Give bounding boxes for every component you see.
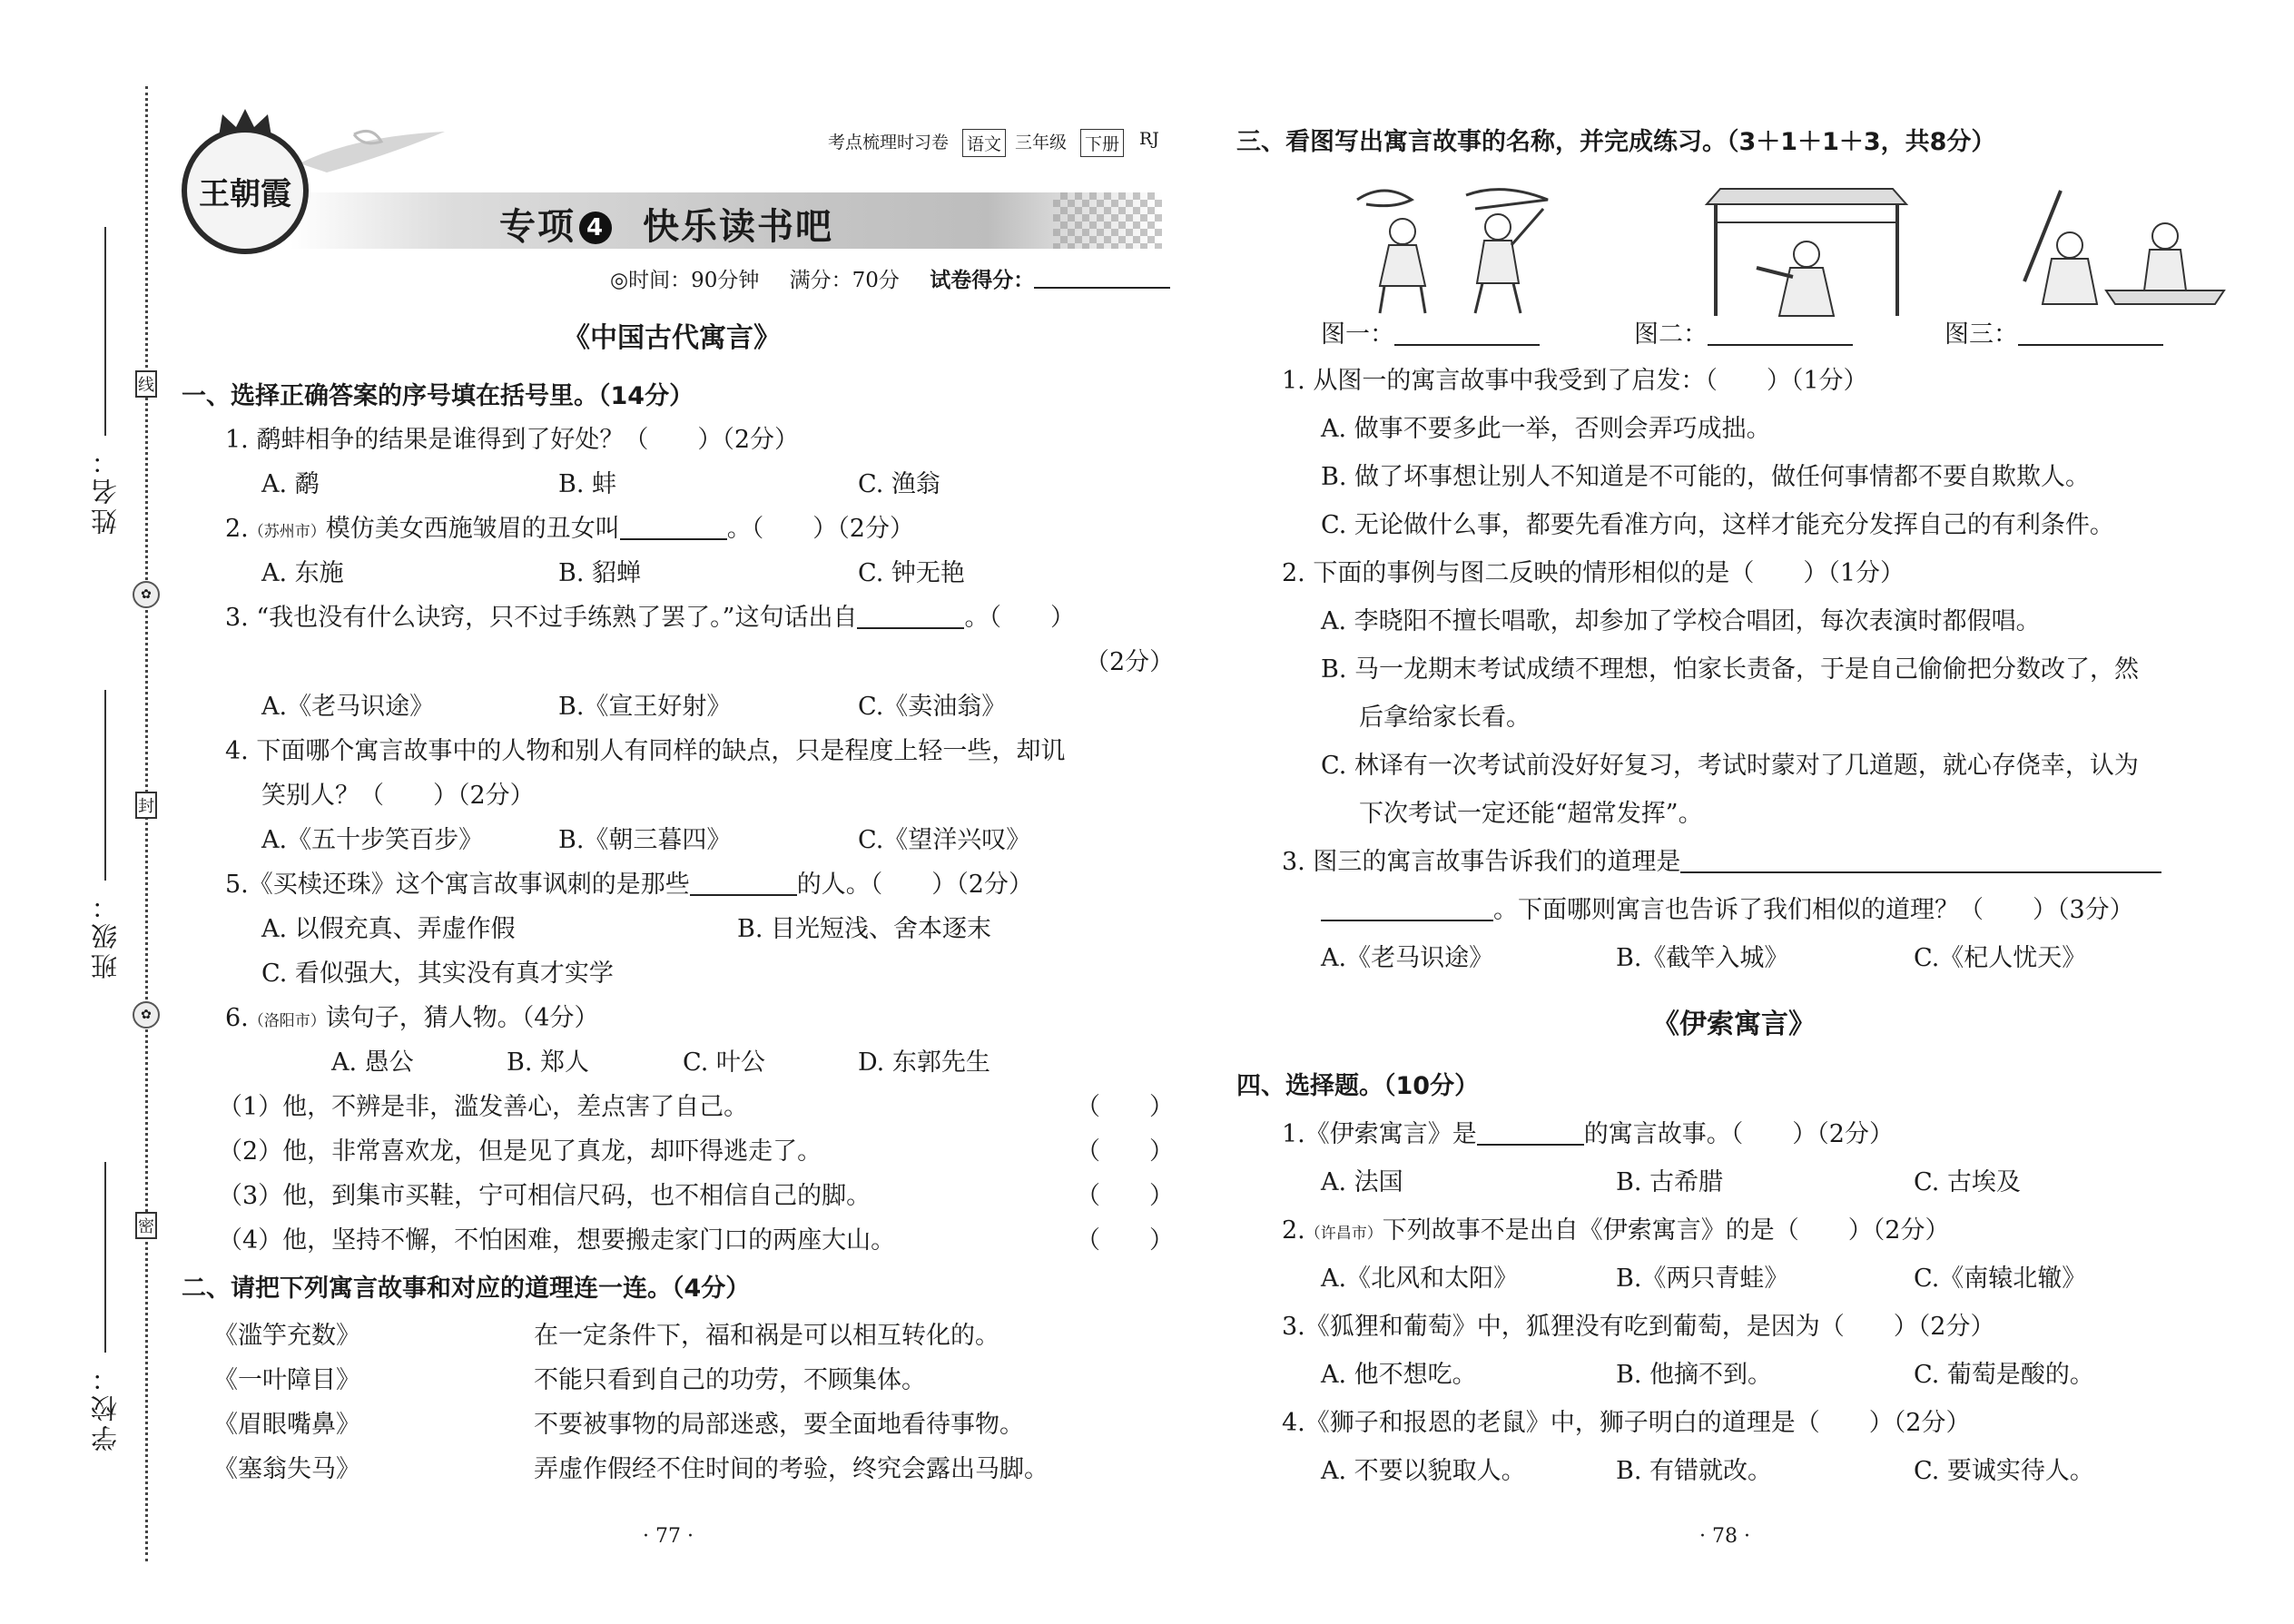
r2-option-b-line2: 后拿给家长看。 [1359,704,1531,732]
q4-option-b[interactable]: B.《朝三暮四》 [558,826,732,854]
q6-option-d: D. 东郭先生 [858,1048,990,1077]
figure-2-label: 图二： [1634,320,1853,350]
class-label: 班级： [90,890,121,979]
full-score: 满分：70分 [789,269,900,292]
ribbon-decoration-icon [300,127,445,172]
q6-text: 6.（洛阳市）读句子，猜人物。（4分） [225,1004,599,1032]
q3-option-b[interactable]: B.《宣王好射》 [558,693,732,721]
grade-label: 三年级 [1015,133,1068,153]
seal-char-line: 线 [135,370,157,398]
r3-text: 3. 图三的寓言故事告诉我们的道理是 [1282,847,2161,878]
p1-option-a[interactable]: A. 法国 [1321,1168,1403,1196]
time-limit: ◎时间：90分钟 [610,269,760,292]
match-story-2[interactable]: 《一叶障目》 [213,1366,360,1394]
q3-answer-blank[interactable] [857,605,964,629]
binding-ornament-icon: ✿ [133,1001,160,1029]
q1-text: 1. 鹬蚌相争的结果是谁得到了好处？（ ）（2分） [225,426,800,454]
p4-option-a[interactable]: A. 不要以貌取人。 [1321,1457,1526,1485]
q2-answer-blank[interactable] [620,517,727,540]
school-blank[interactable] [104,1162,106,1353]
p2-option-c[interactable]: C.《南辕北辙》 [1914,1265,2087,1293]
section-1-heading: 一、选择正确答案的序号填在括号里。（14分） [182,382,694,410]
q4-option-c[interactable]: C.《望洋兴叹》 [858,826,1031,854]
r1-option-a[interactable]: A. 做事不要多此一举，否则会弄巧成拙。 [1321,415,1771,443]
q1-option-c[interactable]: C. 渔翁 [858,470,940,498]
title-number-badge: 4 [579,212,612,244]
brand-logo [182,127,309,254]
figure-3-illustration [1997,182,2233,318]
q3-option-c[interactable]: C.《卖油翁》 [858,693,1007,721]
logo-text: 王朝霞 [199,175,291,212]
figure-3-answer-blank[interactable] [2018,322,2163,346]
q5-text: 5.《买椟还珠》这个寓言故事讽刺的是那些 的人。（ ）（2分） [225,871,1033,899]
r2-option-c-line2: 下次考试一定还能“超常发挥”。 [1359,800,1703,828]
r1-option-c[interactable]: C. 无论做什么事，都要先看准方向，这样才能充分发挥自己的有利条件。 [1321,511,2114,539]
r2-text: 2. 下面的事例与图二反映的情形相似的是（ ）（1分） [1282,559,1905,587]
figure-2-illustration [1689,182,1925,318]
q2-option-b[interactable]: B. 貂蝉 [558,559,642,587]
p3-option-c[interactable]: C. 葡萄是酸的。 [1914,1361,2094,1389]
q5-option-b[interactable]: B. 目光短浅、舍本逐末 [737,915,992,943]
p1-option-c[interactable]: C. 古埃及 [1914,1168,2021,1196]
match-story-1[interactable]: 《滥竽充数》 [213,1322,360,1350]
r3-text-line2: 。下面哪则寓言也告诉了我们相似的道理？（ ）（3分） [1321,895,2134,926]
q5-option-c[interactable]: C. 看似强大，其实没有真才实学 [261,960,614,988]
q6-region-tag: （洛阳市） [248,1012,326,1030]
p3-option-a[interactable]: A. 他不想吃。 [1321,1361,1477,1389]
q6-option-b: B. 郑人 [507,1048,590,1077]
q6-answer-4[interactable]: （ ） [1076,1226,1174,1255]
section-2-heading: 二、请把下列寓言故事和对应的道理连一连。（4分） [182,1275,751,1303]
q6-sentence-2: （2）他，非常喜欢龙，但是见了真龙，却吓得逃走了。 [218,1137,822,1166]
figure-1-illustration [1339,182,1575,318]
r3-answer-blank-line2[interactable] [1321,898,1493,921]
section-3-heading: 三、看图写出寓言故事的名称，并完成练习。（3＋1＋1＋3，共8分） [1236,128,1996,156]
exam-info [610,263,1170,293]
p4-text: 4.《狮子和报恩的老鼠》中，狮子明白的道理是（ ）（2分） [1282,1409,1971,1437]
q6-answer-1[interactable]: （ ） [1076,1093,1174,1121]
p1-option-b[interactable]: B. 古希腊 [1616,1168,1724,1196]
page-number-left: · 77 · [643,1525,694,1548]
q3-option-a[interactable]: A.《老马识途》 [261,693,435,721]
match-moral-4[interactable]: 弄虚作假经不住时间的考验，终究会露出马脚。 [534,1455,1049,1483]
score-blank[interactable] [1034,269,1170,289]
seal-char-seal: 封 [135,792,157,819]
p2-option-a[interactable]: A.《北风和太阳》 [1321,1265,1519,1293]
q6-answer-3[interactable]: （ ） [1076,1182,1174,1210]
q5-answer-blank[interactable] [690,872,797,896]
p4-option-b[interactable]: B. 有错就改。 [1616,1457,1773,1485]
figure-2-answer-blank[interactable] [1708,322,1853,346]
match-story-3[interactable]: 《眉眼嘴鼻》 [213,1411,360,1439]
q3-score: （2分） [1085,648,1175,676]
title-topic: 快乐读书吧 [643,206,833,248]
r3-option-b[interactable]: B.《截竿入城》 [1616,944,1789,972]
r2-option-b-line1[interactable]: B. 马一龙期末考试成绩不理想，怕家长责备，于是自己偷偷把分数改了，然 [1321,655,2140,684]
q2-region-tag: （苏州市） [248,523,326,541]
book-title-aesop: 《伊索寓言》 [1652,1009,1816,1040]
school-label: 学校： [90,1362,121,1452]
p2-option-b[interactable]: B.《两只青蛙》 [1616,1265,1789,1293]
figure-1-label: 图一： [1321,320,1540,350]
q6-sentence-3: （3）他，到集市买鞋，宁可相信尺码，也不相信自己的脚。 [218,1182,871,1210]
q4-text-line1: 4. 下面哪个寓言故事中的人物和别人有同样的缺点，只是程度上轻一些，却讥 [225,737,1066,765]
q6-sentence-4: （4）他，坚持不懈，不怕困难，想要搬走家门口的两座大山。 [218,1226,896,1255]
figure-3-label: 图三： [1944,320,2163,350]
q1-option-a[interactable]: A. 鹬 [261,470,320,498]
book-title-chinese-fables: 《中国古代寓言》 [563,322,781,354]
p1-text: 1.《伊索寓言》是 的寓言故事。（ ）（2分） [1282,1120,1894,1148]
page-title [499,198,833,250]
figure-1-answer-blank[interactable] [1394,322,1540,346]
p4-option-c[interactable]: C. 要诚实待人。 [1914,1457,2094,1485]
binding-dotted-line [145,86,148,1561]
subject-badge: 语文 [962,129,1006,157]
p1-answer-blank[interactable] [1477,1122,1584,1146]
seal-char-secret: 密 [135,1212,157,1239]
score-label: 试卷得分： [930,269,1035,292]
match-moral-3[interactable]: 不要被事物的局部迷惑，要全面地看待事物。 [534,1411,1024,1439]
q6-option-c: C. 叶公 [683,1048,765,1077]
edition-label: RJ [1139,129,1159,149]
r3-option-a[interactable]: A.《老马识途》 [1321,944,1494,972]
page-number-right: · 78 · [1699,1525,1750,1548]
q4-text-line2: 笑别人？（ ）（2分） [261,782,535,810]
r2-option-c-line1[interactable]: C. 林译有一次考试前没好好复习，考试时蒙对了几道题，就心存侥幸，认为 [1321,752,2139,780]
q2-option-c[interactable]: C. 钟无艳 [858,559,965,587]
r3-option-c[interactable]: C.《杞人忧天》 [1914,944,2087,972]
q6-option-a: A. 愚公 [331,1048,414,1077]
p2-text: 2.（许昌市）下列故事不是出自《伊索寓言》的是（ ）（2分） [1282,1216,1950,1245]
q2-option-a[interactable]: A. 东施 [261,559,344,587]
volume-badge: 下册 [1080,129,1124,157]
q5-option-a[interactable]: A. 以假充真、弄虚作假 [261,915,516,943]
q2-text: 2.（苏州市）模仿美女西施皱眉的丑女叫 。（ ）（2分） [225,515,914,543]
r3-answer-blank-line1[interactable] [1680,850,2161,873]
r1-text: 1. 从图一的寓言故事中我受到了启发：（ ）（1分） [1282,367,1868,395]
section-4-heading: 四、选择题。（10分） [1236,1072,1480,1100]
match-story-4[interactable]: 《塞翁失马》 [213,1455,360,1483]
banner-checker-pattern [1053,192,1162,249]
p3-option-b[interactable]: B. 他摘不到。 [1616,1361,1773,1389]
q6-sentence-1: （1）他，不辨是非，滥发善心，差点害了自己。 [218,1093,749,1121]
q3-text: 3. “我也没有什么诀窍，只不过手练熟了罢了。”这句话出自 。（ ） [225,604,1075,632]
q1-option-b[interactable]: B. 蚌 [558,470,617,498]
title-prefix: 专项 [499,206,576,248]
class-blank[interactable] [104,690,106,881]
binding-ornament-icon: ✿ [133,581,160,608]
series-name: 考点梳理时习卷 [828,133,950,153]
r2-option-a[interactable]: A. 李晓阳不擅长唱歌，却参加了学校合唱团，每次表演时都假唱。 [1321,607,2041,635]
p2-region-tag: （许昌市） [1305,1225,1383,1243]
r1-option-b[interactable]: B. 做了坏事想让别人不知道是不可能的，做任何事情都不要自欺欺人。 [1321,463,2091,491]
name-label: 姓名： [90,445,121,535]
q4-option-a[interactable]: A.《五十步笑百步》 [261,826,484,854]
match-moral-2[interactable]: 不能只看到自己的功劳，不顾集体。 [534,1366,926,1394]
p3-text: 3.《狐狸和葡萄》中，狐狸没有吃到葡萄，是因为（ ）（2分） [1282,1313,1995,1341]
match-moral-1[interactable]: 在一定条件下，福和祸是可以相互转化的。 [534,1322,999,1350]
q6-answer-2[interactable]: （ ） [1076,1137,1174,1166]
name-blank[interactable] [104,227,106,436]
